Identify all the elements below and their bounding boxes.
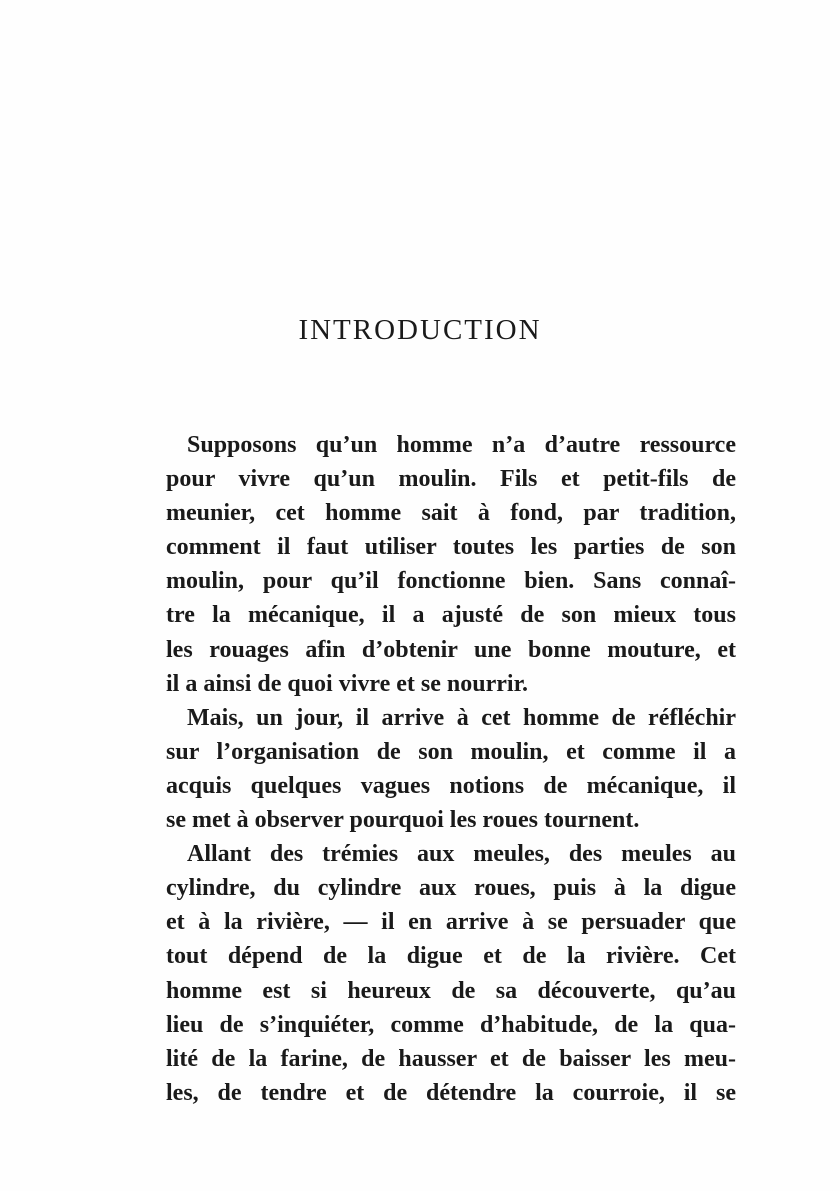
text-line: lité de la farine, de hausser et de baisser les meu-	[166, 1045, 736, 1072]
text-line: sur l’organisation de son moulin, et comme il a	[166, 738, 736, 765]
text-line: se met à observer pourquoi les roues tournent.	[166, 807, 640, 834]
text-line: Mais, un jour, il arrive à cet homme de réfléchir	[187, 704, 736, 731]
chapter-title: INTRODUCTION	[298, 314, 542, 346]
text-line: lieu de s’inquiéter, comme d’habitude, de la qua-	[166, 1011, 736, 1038]
text-line: acquis quelques vagues notions de mécanique, il	[166, 772, 736, 799]
text-line: les, de tendre et de détendre la courroie, il se	[166, 1079, 736, 1106]
text-line: homme est si heureux de sa découverte, qu’au	[166, 977, 736, 1004]
text-line: et à la rivière, — il en arrive à se persuader que	[166, 909, 736, 936]
text-line: pour vivre qu’un moulin. Fils et petit-fils de	[166, 466, 736, 493]
text-line: Supposons qu’un homme n’a d’autre ressource	[187, 432, 736, 458]
text-line: moulin, pour qu’il fonctionne bien. Sans connaî-	[166, 568, 736, 595]
text-line: Allant des trémies aux meules, des meules au	[187, 841, 736, 868]
text-line: cylindre, du cylindre aux roues, puis à la digue	[166, 875, 736, 902]
text-line: il a ainsi de quoi vivre et se nourrir.	[166, 670, 529, 697]
body-text	[166, 428, 736, 1110]
text-line: tre la mécanique, il a ajusté de son mieux tous	[166, 602, 736, 629]
text-line: tout dépend de la digue et de la rivière. Cet	[166, 943, 736, 970]
text-line: les rouages afin d’obtenir une bonne mouture, et	[166, 636, 736, 663]
text-line: meunier, cet homme sait à fond, par tradition,	[166, 500, 736, 527]
text-line: comment il faut utiliser toutes les parties de son	[166, 534, 736, 561]
